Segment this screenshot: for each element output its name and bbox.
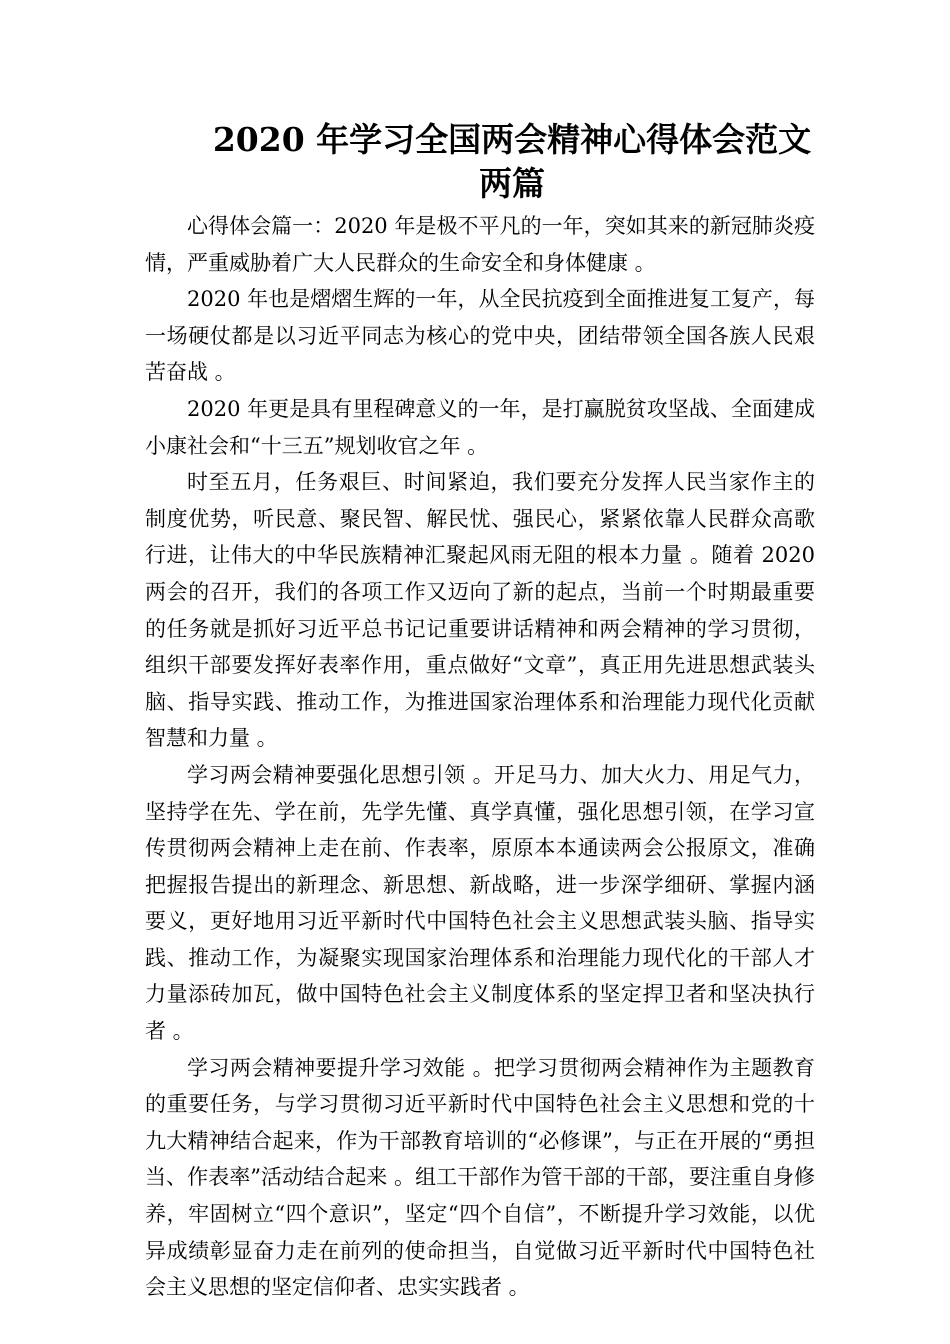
document-body <box>145 208 815 1306</box>
paragraph-3: 2020 年更是具有里程碑意义的一年，是打赢脱贫攻坚战、全面建成小康社会和“十三五”规划收官之年 。 <box>145 396 815 458</box>
paragraph-1: 心得体会篇一：2020 年是极不平凡的一年，突如其来的新冠肺炎疫情，严重威胁着广大人民群众的生命安全和身体健康 。 <box>145 214 815 275</box>
document-title: 2020 年学习全国两会精神心得体会范文两篇 <box>212 120 812 203</box>
paragraph-2: 2020 年也是熠熠生辉的一年，从全民抗疫到全面推进复工复产，每一场硬仗都是以习近平同志为核心的党中央，团结带领全国各族人民艰苦奋战 。 <box>145 287 815 385</box>
paragraph-6: 学习两会精神要提升学习效能 。把学习贯彻两会精神作为主题教育的重要任务，与学习贯彻习近平新时代中国特色社会主义思想和党的十九大精神结合起来，作为干部教育培训的“必修课”，与正在开展的“勇担当、作表率”活动结合起来 。组工干部作为管干部的干部，要注重自身修养，牢固树立“四个意识”，坚定“四个自信”，不断提升学习效能，以优异成绩彰显奋力走在前列的使命担当，自觉做习近平新时代中国特色社会主义思想的坚定信仰者、忠实实践者 。 <box>145 1055 815 1300</box>
paragraph-5: 学习两会精神要强化思想引领 。开足马力、加大火力、用足气力，坚持学在先、学在前，先学先懂、真学真懂，强化思想引领，在学习宣传贯彻两会精神上走在前、作表率，原原本本通读两会公报原文，准确把握报告提出的新理念、新思想、新战略，进一步深学细研、掌握内涵要义，更好地用习近平新时代中国特色社会主义思想武装头脑、指导实践、推动工作，为凝聚实现国家治理体系和治理能力现代化的干部人才力量添砖加瓦，做中国特色社会主义制度体系的坚定捍卫者和坚决执行者 。 <box>145 762 815 1044</box>
paragraph-4: 时至五月，任务艰巨、时间紧迫，我们要充分发挥人民当家作主的制度优势，听民意、聚民智、解民忧、强民心，紧紧依靠人民群众高歌行进，让伟大的中华民族精神汇聚起风雨无阻的根本力量 。随着 2020 两会的召开，我们的各项工作又迈向了新的起点，当前一个时期最重要的任务就是抓好习近平总书记记重要讲话精神和两会精神的学习贯彻，组织干部要发挥好表率作用，重点做好“文章”，真正用先进思想武装头脑、指导实践、推动工作，为推进国家治理体系和治理能力现代化贡献智慧和力量 。 <box>145 470 815 751</box>
